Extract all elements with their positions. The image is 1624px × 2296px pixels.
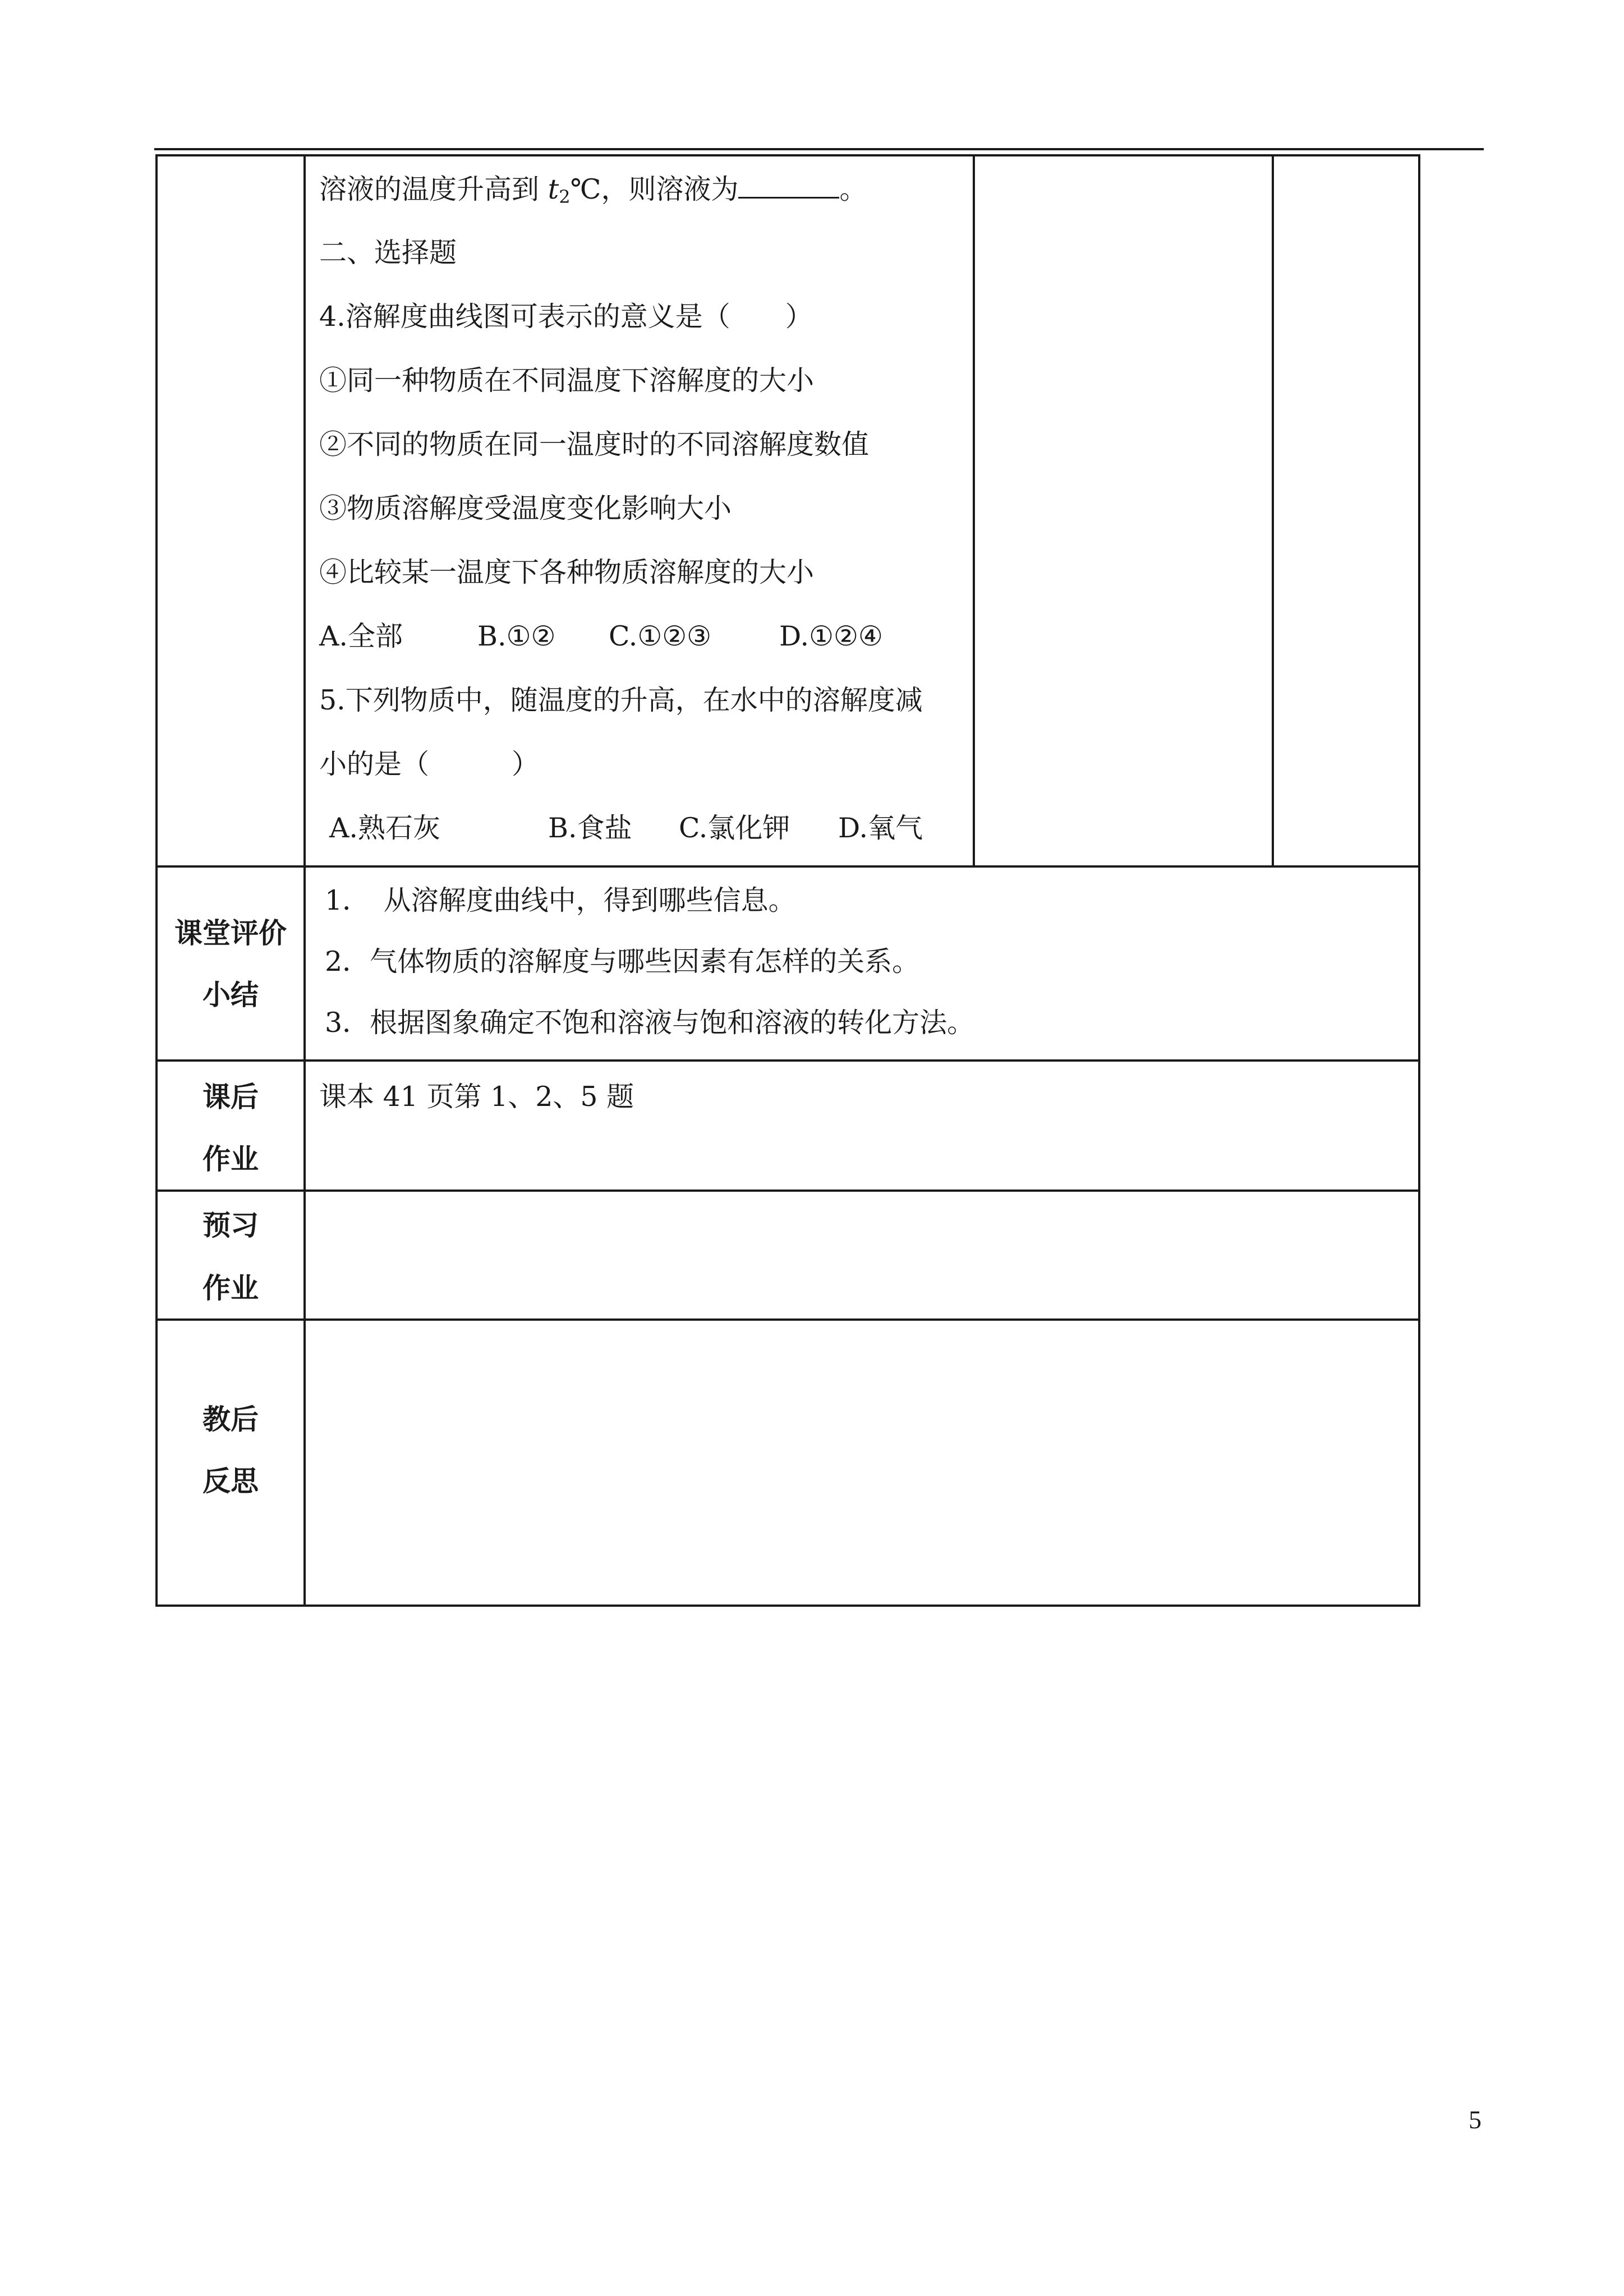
question-5-option-c: C.氯化钾 [679, 812, 790, 844]
summary-label-line1: 课堂评价 [174, 917, 287, 949]
line-text: 溶液的温度升高到 [319, 173, 548, 205]
table-row-divider [155, 865, 1420, 868]
question-4-option-b: B.①② [477, 620, 556, 652]
lesson-plan-table [155, 154, 1420, 1607]
preview-label-line2: 作业 [203, 1272, 259, 1304]
summary-item: 3．根据图象确定不饱和溶液与饱和溶液的转化方法。 [325, 1007, 975, 1039]
temperature-variable: t [548, 173, 559, 205]
section-heading: 二、选择题 [319, 237, 457, 269]
table-row-divider [155, 1190, 1420, 1192]
preview-label-line1: 预习 [203, 1209, 259, 1242]
table-border-bottom [155, 1605, 1420, 1607]
question-4-item: ①同一种物质在不同温度下溶解度的大小 [319, 365, 815, 397]
question-4-option-a: A.全部 [319, 620, 403, 652]
table-border-left [155, 154, 158, 1607]
summary-item: 2．气体物质的溶解度与哪些因素有怎样的关系。 [325, 946, 920, 978]
temperature-subscript: 2 [559, 186, 571, 208]
homework-label-line2: 作业 [203, 1143, 259, 1175]
reflection-label-line2: 反思 [203, 1465, 259, 1497]
table-column-divider [1272, 154, 1274, 866]
line-period: 。 [839, 173, 867, 205]
page-number: 5 [1469, 2105, 1482, 2134]
table-column-divider [973, 154, 975, 866]
question-3-continuation [319, 172, 867, 214]
reflection-label-line1: 教后 [203, 1403, 259, 1436]
question-4-option-c: C.①②③ [609, 620, 712, 652]
homework-content: 课本 41 页第 1、2、5 题 [319, 1081, 634, 1113]
line-text: ℃，则溶液为 [570, 173, 739, 205]
answer-blank [738, 172, 839, 199]
question-4-item: ②不同的物质在同一温度时的不同溶解度数值 [319, 428, 869, 460]
question-5-option-a: A.熟石灰 [329, 812, 440, 844]
table-row-divider [155, 1318, 1420, 1321]
question-5-option-b: B.食盐 [548, 812, 632, 844]
question-4-stem: 4.溶解度曲线图可表示的意义是（ ） [319, 301, 813, 333]
summary-label-line2: 小结 [203, 979, 259, 1011]
question-4-item: ③物质溶解度受温度变化影响大小 [319, 492, 732, 524]
question-5-stem-line2: 小的是（ ） [319, 748, 540, 780]
question-5-option-d: D.氧气 [838, 812, 923, 844]
question-4-option-d: D.①②④ [779, 620, 883, 652]
summary-item: 1． 从溶解度曲线中，得到哪些信息。 [325, 884, 796, 916]
table-row-divider [155, 1059, 1420, 1062]
question-4-item: ④比较某一温度下各种物质溶解度的大小 [319, 556, 815, 588]
homework-label-line1: 课后 [203, 1081, 259, 1113]
table-border-right [1418, 154, 1420, 1607]
question-5-stem-line1: 5.下列物质中，随温度的升高，在水中的溶解度减 [319, 684, 923, 716]
header-rule [154, 148, 1484, 150]
table-label-divider [303, 154, 306, 1607]
table-border-top [155, 154, 1420, 156]
